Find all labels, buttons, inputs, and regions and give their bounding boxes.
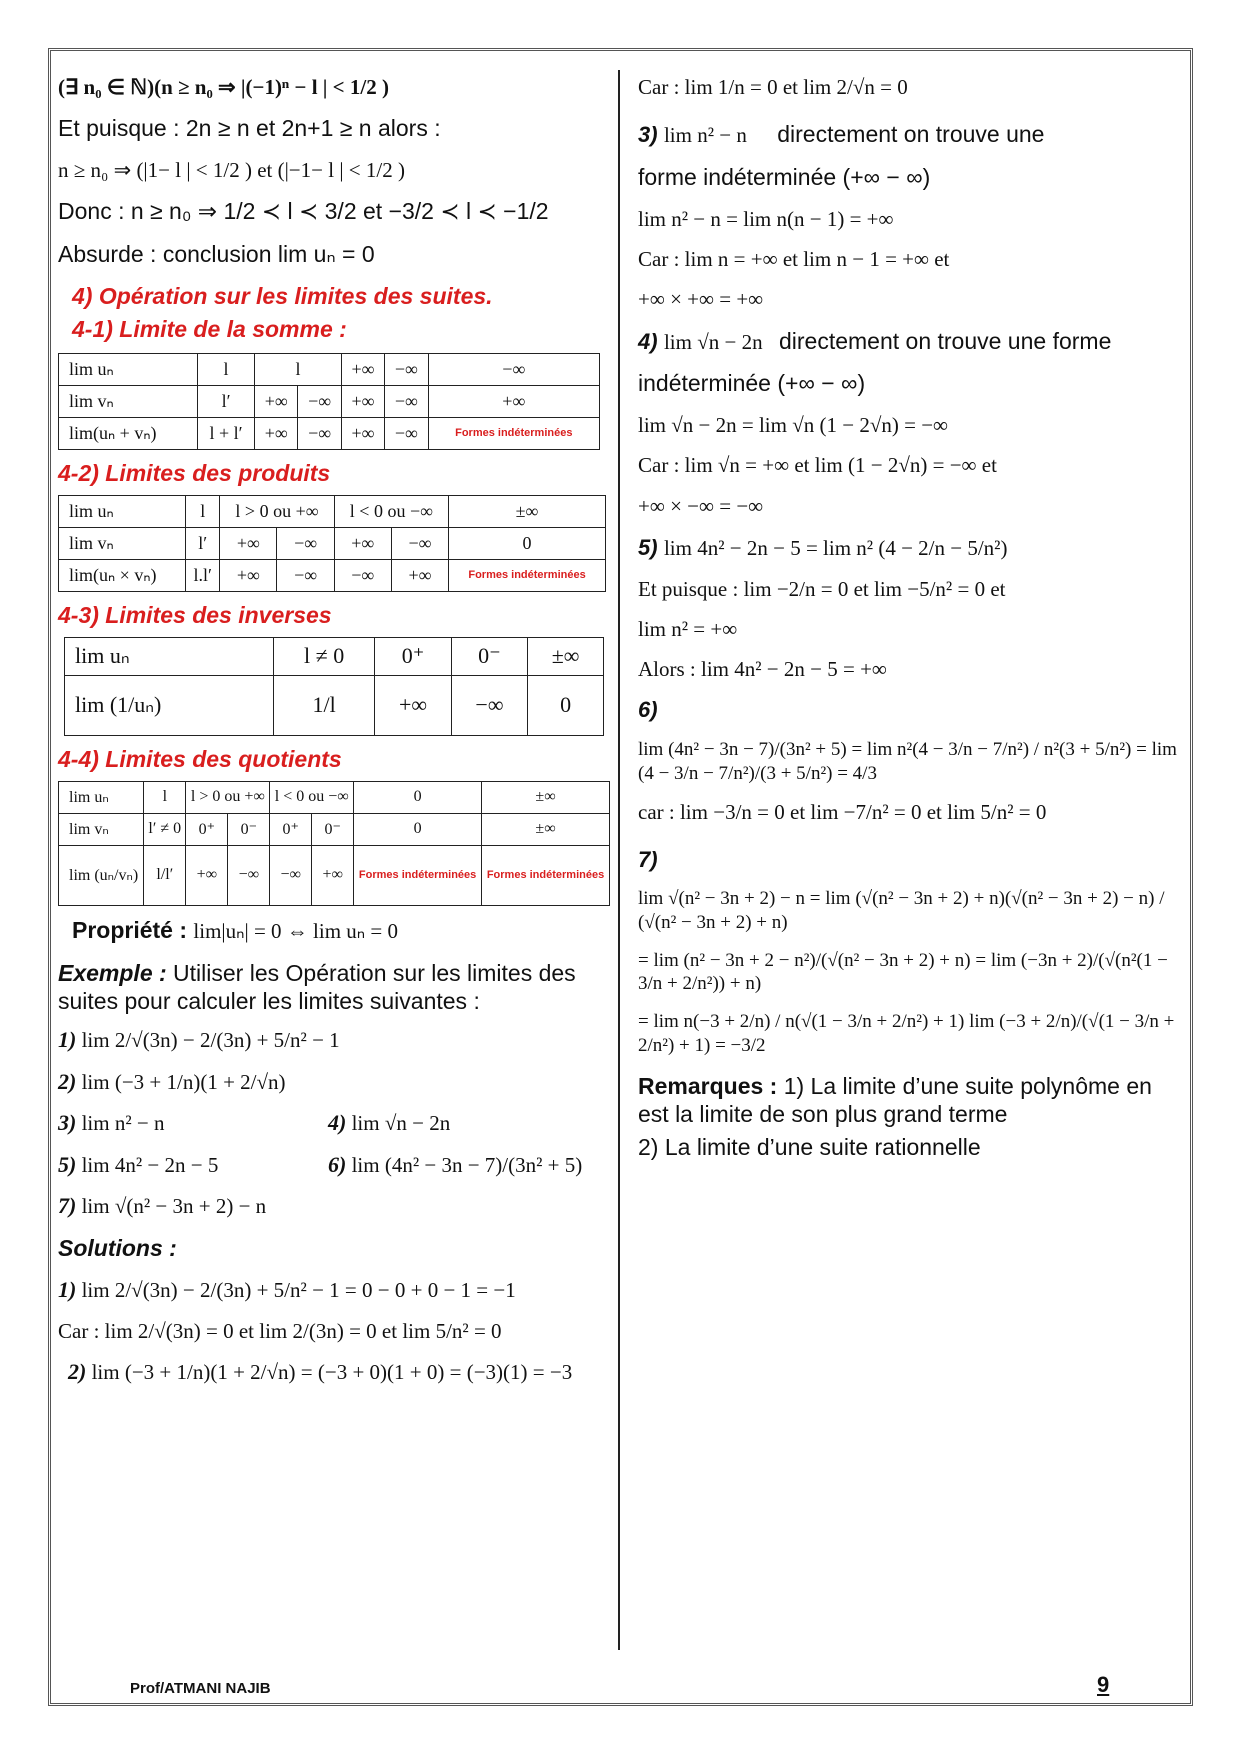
table-cell: ±∞ [449,495,606,527]
exercise-expr: lim (4n² − 3n − 7)/(3n² + 5) [351,1152,583,1177]
property-label: Propriété : [72,916,188,943]
table-row [65,637,604,675]
exercise-row [58,1026,610,1054]
exercise-row [58,1192,610,1220]
heading-4-1: 4-1) Limite de la somme : [72,315,347,342]
heading-4-4: 4-4) Limites des quotients [58,745,342,772]
exercise-number: 1) [58,1027,77,1052]
table-cell: l′ [186,527,220,559]
table-cell: 0⁻ [312,813,354,845]
table-cell: ±∞ [482,813,610,845]
exercise-expr: lim √n − 2n [351,1111,451,1135]
table-cell: lim vₙ [59,385,198,417]
table-row [59,813,610,845]
example-line [58,959,610,1017]
solution-7-number: 7) [638,846,658,872]
line-l2: Et puisque : 2n ≥ n et 2n+1 ≥ n alors : [58,115,441,142]
solution-1-car: Car : lim 2/√(3n) = 0 et lim 2/(3n) = 0 et lim 5/n² = 0 [58,1318,502,1343]
table-cell: +∞ [220,527,277,559]
solution-4-expr: lim √n − 2n [663,329,763,354]
line-r3d: lim n² − n = lim n(n − 1) = +∞ [638,206,894,231]
table-row [65,675,604,735]
product-table [58,495,606,592]
line-l1: (∃ n₀ ∈ ℕ)(n ≥ n₀ ⇒ |(−1)ⁿ − l | < 1/2 ) [58,75,389,99]
table-cell: +∞ [341,353,384,385]
table-cell: −∞ [391,527,448,559]
solution-number: 5) [638,534,658,560]
line-r4e: Car : lim √n = +∞ et lim (1 − 2√n) = −∞ et [638,453,997,478]
line-r4d: lim √n − 2n = lim √n (1 − 2√n) = −∞ [638,413,949,437]
line-r5d: Alors : lim 4n² − 2n − 5 = +∞ [638,657,887,681]
solution-6-number: 6) [638,697,658,723]
exercise-expr: lim (−3 + 1/n)(1 + 2/√n) [81,1069,286,1094]
line-r3f: +∞ × +∞ = +∞ [638,287,764,312]
solution-2-expr: lim (−3 + 1/n)(1 + 2/√n) = (−3 + 0)(1 + 0) = (−3)(1) = −3 [91,1360,573,1384]
line-l4: Donc : n ≥ n₀ ⇒ 1/2 ≺ l ≺ 3/2 et −3/2 ≺ l ≺ −1/2 [58,198,549,225]
table-cell: l < 0 ou −∞ [334,495,448,527]
exercise-expr: lim n² − n [81,1111,165,1135]
table-cell: lim (uₙ/vₙ) [59,845,144,905]
table-cell: +∞ [255,385,298,417]
table-cell: −∞ [385,417,428,449]
solution-number: 3) [638,122,658,148]
author-footer: Prof/ATMANI NAJIB [130,1680,271,1697]
table-cell: Formes indéterminées [354,845,482,905]
table-cell: l [255,353,342,385]
exercise-number: 6) [328,1151,347,1177]
table-cell: 0 [354,813,482,845]
table-cell: −∞ [270,845,312,905]
table-cell: 0⁺ [186,813,228,845]
table-row [59,417,600,449]
exercise-cell [58,1151,328,1179]
solution-5-expr: lim 4n² − 2n − 5 = lim n² (4 − 2/n − 5/n²) [663,535,1008,560]
table-cell: lim(uₙ + vₙ) [59,417,198,449]
table-cell: −∞ [298,385,341,417]
line-l3: n ≥ n₀ ⇒ (|1− l | < 1/2 ) et (|−1− l | < 1/2 ) [58,158,405,182]
exercise-number: 7) [58,1193,77,1218]
table-cell: 0 [354,781,482,813]
solution-number: 4) [638,328,658,354]
exercise-row [58,1151,610,1179]
table-cell: l > 0 ou +∞ [220,495,334,527]
solution-3 [638,120,1178,149]
table-cell: −∞ [334,559,391,591]
table-cell: l′ ≠ 0 [144,813,186,845]
table-cell: 0⁻ [228,813,270,845]
table-cell: +∞ [428,385,599,417]
table-cell: l/l′ [144,845,186,905]
heading-4: 4) Opération sur les limites des suites. [72,282,493,309]
exercise-number: 4) [328,1110,347,1135]
property-text: lim|uₙ| = 0 ⇔ lim uₙ = 0 [193,918,399,943]
table-cell: l ≠ 0 [273,637,374,675]
table-row [59,495,606,527]
exercise-expr: lim 2/√(3n) − 2/(3n) + 5/n² − 1 [81,1028,340,1052]
table-cell: l < 0 ou −∞ [270,781,354,813]
table-cell: +∞ [375,675,451,735]
solution-2 [68,1358,610,1386]
solution-3-text: directement on trouve une [777,121,1045,148]
line-r7b: = lim (n² − 3n + 2 − n²)/(√(n² − 3n + 2) + n) = lim (−3n + 2)/(√(n²(1 − 3/n + 2/n²)) + n) [638,949,1168,995]
line-r1: Car : lim 1/n = 0 et lim 2/√n = 0 [638,75,908,99]
left-column [58,74,610,1400]
line-r4f: +∞ × −∞ = −∞ [638,493,764,518]
table-row [59,527,606,559]
page-number: 9 [1097,1672,1110,1697]
table-cell: +∞ [312,845,354,905]
line-r5c: lim n² = +∞ [638,616,738,641]
line-l5: Absurde : conclusion lim uₙ = 0 [58,241,375,267]
remark-2: 2) La limite d’une suite rationnelle [638,1134,981,1160]
example-label: Exemple : [58,959,167,986]
table-cell: +∞ [341,385,384,417]
table-cell: −∞ [277,559,334,591]
table-cell: +∞ [334,527,391,559]
exercise-cell [328,1151,582,1179]
quotient-table [58,781,610,906]
table-cell: l [186,495,220,527]
table-cell: −∞ [428,353,599,385]
table-cell: Formes indéterminées [482,845,610,905]
table-cell: Formes indéterminées [428,417,599,449]
solution-number: 1) [58,1277,77,1303]
exercise-number: 2) [58,1068,77,1094]
table-cell: lim uₙ [59,353,198,385]
solutions-label: Solutions : [58,1234,177,1261]
remarks-line [638,1072,1178,1130]
line-r5b: Et puisque : lim −2/n = 0 et lim −5/n² = 0 et [638,576,1006,601]
table-cell: +∞ [186,845,228,905]
table-cell: l [198,353,255,385]
line-r7a: lim √(n² − 3n + 2) − n = lim (√(n² − 3n + 2) + n)(√(n² − 3n + 2) − n) / (√(n² − 3n + 2) + n) [638,888,1165,933]
table-cell: +∞ [220,559,277,591]
remarks-label: Remarques : [638,1072,778,1099]
table-cell: −∞ [228,845,270,905]
line-r6: lim (4n² − 3n − 7)/(3n² + 5) = lim n²(4 − 3/n − 7/n²) / n²(3 + 5/n²) = lim (4 − 3/n − 7/n²)/(3 + 5/n²) = 4/3 [638,738,1177,784]
table-cell: −∞ [385,353,428,385]
table-cell: lim vₙ [59,527,186,559]
solution-1-expr: lim 2/√(3n) − 2/(3n) + 5/n² − 1 = 0 − 0 + 0 − 1 = −1 [81,1278,516,1303]
table-cell: l [144,781,186,813]
table-cell: +∞ [341,417,384,449]
exercise-row [58,1068,610,1096]
inverse-table [64,637,604,736]
table-cell: lim vₙ [59,813,144,845]
table-cell: l > 0 ou +∞ [186,781,270,813]
solution-4-text: directement on trouve une forme [778,327,1112,354]
table-cell: 0⁺ [375,637,451,675]
table-cell: lim(uₙ × vₙ) [59,559,186,591]
column-divider [618,70,620,1650]
heading-4-2: 4-2) Limites des produits [58,459,331,486]
line-r3e: Car : lim n = +∞ et lim n − 1 = +∞ et [638,247,950,271]
table-cell: −∞ [385,385,428,417]
solution-4 [638,327,1178,356]
table-cell: lim (1/uₙ) [65,675,274,735]
solution-1 [58,1276,610,1304]
table-row [59,353,600,385]
right-column [638,74,1178,1176]
exercise-number: 5) [58,1151,77,1177]
solution-number: 2) [68,1359,87,1384]
table-cell: ±∞ [528,637,604,675]
line-r3c: forme indéterminée (+∞ − ∞) [638,164,931,190]
line-r7c: = lim n(−3 + 2/n) / n(√(1 − 3/n + 2/n²) + 1) lim (−3 + 2/n)/(√(1 − 3/n + 2/n²) + 1) = −3/2 [638,1011,1175,1056]
heading-4-3: 4-3) Limites des inverses [58,601,332,628]
exercise-cell [58,1109,328,1137]
table-cell: −∞ [298,417,341,449]
table-cell: +∞ [255,417,298,449]
table-cell: lim uₙ [65,637,274,675]
table-cell: l + l′ [198,417,255,449]
table-cell: ±∞ [482,781,610,813]
line-r6car: car : lim −3/n = 0 et lim −7/n² = 0 et lim 5/n² = 0 [638,800,1047,825]
table-cell: 0⁺ [270,813,312,845]
line-r4c: indéterminée (+∞ − ∞) [638,370,866,397]
table-row [59,845,610,905]
table-row [59,559,606,591]
exercise-cell [328,1109,450,1137]
exercise-expr: lim 4n² − 2n − 5 [81,1152,219,1177]
solution-3-expr: lim n² − n [663,123,747,148]
exercise-number: 3) [58,1110,77,1135]
table-row [59,385,600,417]
sum-table [58,353,600,450]
table-cell: lim uₙ [59,495,186,527]
table-cell: +∞ [391,559,448,591]
remark-1: 1) La limite d’une suite polynôme en est la limite de son plus grand terme [638,1072,1152,1128]
table-cell: 1/l [273,675,374,735]
exercise-row [58,1109,610,1137]
table-cell: −∞ [277,527,334,559]
table-cell: lim uₙ [59,781,144,813]
table-cell: 0 [528,675,604,735]
property-line [72,916,610,945]
table-cell: l′ [198,385,255,417]
table-row [59,781,610,813]
table-cell: −∞ [451,675,527,735]
table-cell: 0⁻ [451,637,527,675]
table-cell: l.l′ [186,559,220,591]
table-cell: Formes indéterminées [449,559,606,591]
table-cell: 0 [449,527,606,559]
exercise-expr: lim √(n² − 3n + 2) − n [81,1194,267,1218]
example-text: Utiliser les Opération sur les limites des suites pour calculer les limites suivantes : [58,959,576,1015]
solution-5 [638,533,1178,562]
